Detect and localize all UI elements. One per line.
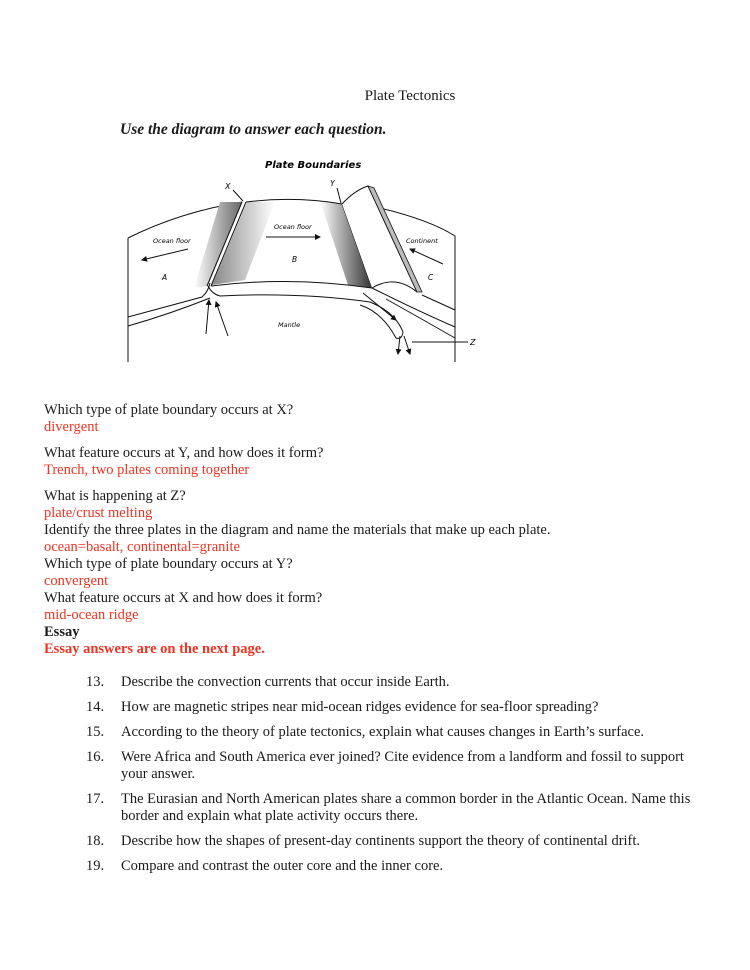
arrow-magma-1 — [206, 300, 209, 334]
item-text: Compare and contrast the outer core and the inner core. — [121, 858, 444, 874]
x-pointer — [233, 190, 243, 201]
essay-note: Essay answers are on the next page. — [44, 641, 265, 657]
answer-text: mid-ocean ridge — [44, 607, 139, 623]
item-text: The Eurasian and North American plates share a common border in the Atlantic Ocean. Name this border and explain what plate activity occurs there. — [121, 791, 691, 824]
question-text: Which type of plate boundary occurs at X? — [44, 402, 294, 418]
question-text: What feature occurs at Y, and how does it form? — [44, 445, 324, 461]
question-text: Which type of plate boundary occurs at Y? — [44, 556, 293, 572]
label-x: X — [225, 182, 231, 191]
essay-item — [86, 833, 706, 850]
essay-item — [86, 674, 706, 691]
label-ocean-floor-center: Ocean floor — [274, 223, 312, 231]
item-text: According to the theory of plate tectonics, explain what causes changes in Earth’s surface. — [121, 724, 645, 740]
item-number: 18. — [86, 833, 105, 849]
essay-question-list — [86, 674, 706, 883]
diagram-title: Plate Boundaries — [265, 160, 362, 171]
item-text: Were Africa and South America ever joined? Cite evidence from a landform and fossil to support your answer. — [121, 749, 684, 782]
label-ocean-floor-left: Ocean floor — [153, 237, 191, 245]
instruction-text: Use the diagram to answer each question. — [120, 121, 387, 138]
label-plate-b: B — [292, 255, 298, 264]
answer-text: plate/crust melting — [44, 505, 153, 521]
label-z: Z — [470, 338, 476, 347]
label-continent: Continent — [406, 237, 438, 245]
question-block-3 — [44, 488, 551, 658]
item-number: 19. — [86, 858, 105, 874]
arrow-magma-2 — [216, 302, 228, 336]
essay-item — [86, 749, 706, 783]
essay-item — [86, 858, 706, 875]
answer-text: ocean=basalt, continental=granite — [44, 539, 240, 555]
question-text: Identify the three plates in the diagram and name the materials that make up each plate. — [44, 522, 551, 538]
item-number: 15. — [86, 724, 105, 740]
essay-heading: Essay — [44, 624, 80, 640]
continent-base — [422, 295, 455, 310]
answer-text: Trench, two plates coming together — [44, 462, 250, 478]
plate-boundaries-diagram — [120, 152, 480, 362]
item-text: How are magnetic stripes near mid-ocean ridges evidence for sea-floor spreading? — [121, 699, 599, 715]
label-y: Y — [330, 179, 335, 188]
item-text: Describe how the shapes of present-day continents support the theory of continental drift. — [121, 833, 641, 849]
answer-text: divergent — [44, 419, 99, 435]
arrow-continent — [410, 249, 443, 264]
arrow-plate-a — [142, 249, 188, 260]
label-plate-a: A — [162, 273, 168, 282]
essay-item — [86, 791, 706, 825]
item-number: 16. — [86, 749, 105, 765]
plate-a-base — [128, 283, 210, 317]
item-number: 14. — [86, 699, 105, 715]
question-text: What feature occurs at X and how does it form? — [44, 590, 323, 606]
question-text: What is happening at Z? — [44, 488, 186, 504]
item-number: 17. — [86, 791, 105, 807]
label-mantle: Mantle — [278, 321, 301, 329]
page-title: Plate Tectonics — [364, 88, 456, 104]
question-block-1 — [44, 402, 293, 436]
label-plate-c: C — [428, 273, 434, 282]
item-text: Describe the convection currents that occur inside Earth. — [121, 674, 450, 690]
question-block-2 — [44, 445, 323, 479]
answer-text: convergent — [44, 573, 109, 589]
essay-item — [86, 724, 706, 741]
y-pointer — [337, 188, 341, 203]
item-number: 13. — [86, 674, 105, 690]
subducting-slab-top — [208, 286, 403, 338]
lithosphere-a-line — [128, 298, 210, 326]
arrow-melt-2 — [404, 336, 410, 354]
essay-item — [86, 699, 706, 716]
